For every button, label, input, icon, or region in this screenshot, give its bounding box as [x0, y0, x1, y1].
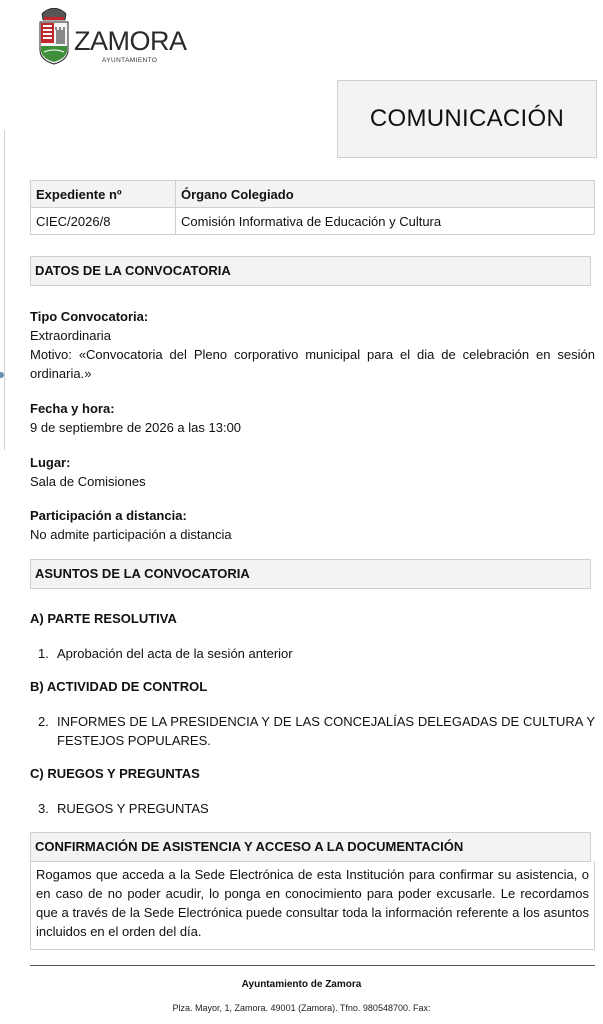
item-text: INFORMES DE LA PRESIDENCIA Y DE LAS CONCEJALÍAS DELEGADAS DE CULTURA Y FESTEJOS POPULARES.: [57, 714, 595, 748]
motivo-text: Motivo: «Convocatoria del Pleno corporativo municipal para el dia de celebración en sesión ordinaria.»: [30, 347, 595, 381]
part-b-heading: B) ACTIVIDAD DE CONTROL: [30, 679, 208, 694]
zamora-logo: [38, 8, 188, 66]
lugar-label: Lugar:: [30, 455, 71, 470]
organo-value: Comisión Informativa de Educación y Cultura: [176, 208, 595, 235]
expediente-table: [30, 180, 595, 235]
confirmacion-text: Rogamos que acceda a la Sede Electrónica de esta Institución para confirmar su asistencia, o en caso de no poder acudir, lo ponga en conocimiento para poder excusarle. Le recordamos que a través de la Sede Electrónica puede consultar toda la información referente a los asuntos incluidos en el orden del día.: [30, 861, 595, 950]
confirmacion-section-title: CONFIRMACIÓN DE ASISTENCIA Y ACCESO A LA DOCUMENTACIÓN: [30, 832, 591, 862]
tipo-convocatoria-block: [30, 307, 595, 383]
svg-text:ZAMORA: ZAMORA: [74, 26, 187, 56]
coat-of-arms-icon: [40, 8, 68, 64]
participacion-value: No admite participación a distancia: [30, 527, 232, 542]
lugar-value: Sala de Comisiones: [30, 474, 146, 489]
asuntos-section-title: ASUNTOS DE LA CONVOCATORIA: [30, 559, 591, 589]
expediente-value: CIEC/2026/8: [31, 208, 176, 235]
list-item: [38, 644, 595, 663]
lugar-block: [30, 453, 595, 491]
item-text: RUEGOS Y PREGUNTAS: [57, 801, 209, 816]
item-number: 2.: [38, 714, 49, 729]
item-number: 1.: [38, 646, 49, 661]
participacion-label: Participación a distancia:: [30, 508, 187, 523]
part-c-heading: C) RUEGOS Y PREGUNTAS: [30, 766, 200, 781]
tipo-value: Extraordinaria: [30, 328, 111, 343]
table-header-row: [31, 181, 595, 208]
organo-header: Órgano Colegiado: [176, 181, 595, 208]
footer-address: Plza. Mayor, 1, Zamora. 49001 (Zamora). Tfno. 980548700. Fax:: [172, 1003, 431, 1013]
expediente-header: Expediente nº: [31, 181, 176, 208]
communication-title: COMUNICACIÓN: [337, 80, 597, 158]
left-margin-line: [0, 130, 5, 450]
fecha-value: 9 de septiembre de 2026 a las 13:00: [30, 420, 242, 435]
item-number: 3.: [38, 801, 49, 816]
tipo-label: Tipo Convocatoria:: [30, 309, 149, 324]
list-item: [38, 799, 595, 818]
part-a-heading: A) PARTE RESOLUTIVA: [30, 611, 177, 626]
datos-section-title: DATOS DE LA CONVOCATORIA: [30, 256, 591, 286]
participacion-block: [30, 506, 595, 544]
footer-divider: [30, 965, 595, 966]
list-item: [38, 712, 595, 750]
footer-organization: Ayuntamiento de Zamora: [241, 979, 362, 990]
item-text: Aprobación del acta de la sesión anterior: [57, 646, 293, 661]
fecha-block: [30, 399, 595, 437]
fecha-label: Fecha y hora:: [30, 401, 115, 416]
svg-text:AYUNTAMIENTO: AYUNTAMIENTO: [102, 57, 158, 64]
table-row: [31, 208, 595, 235]
